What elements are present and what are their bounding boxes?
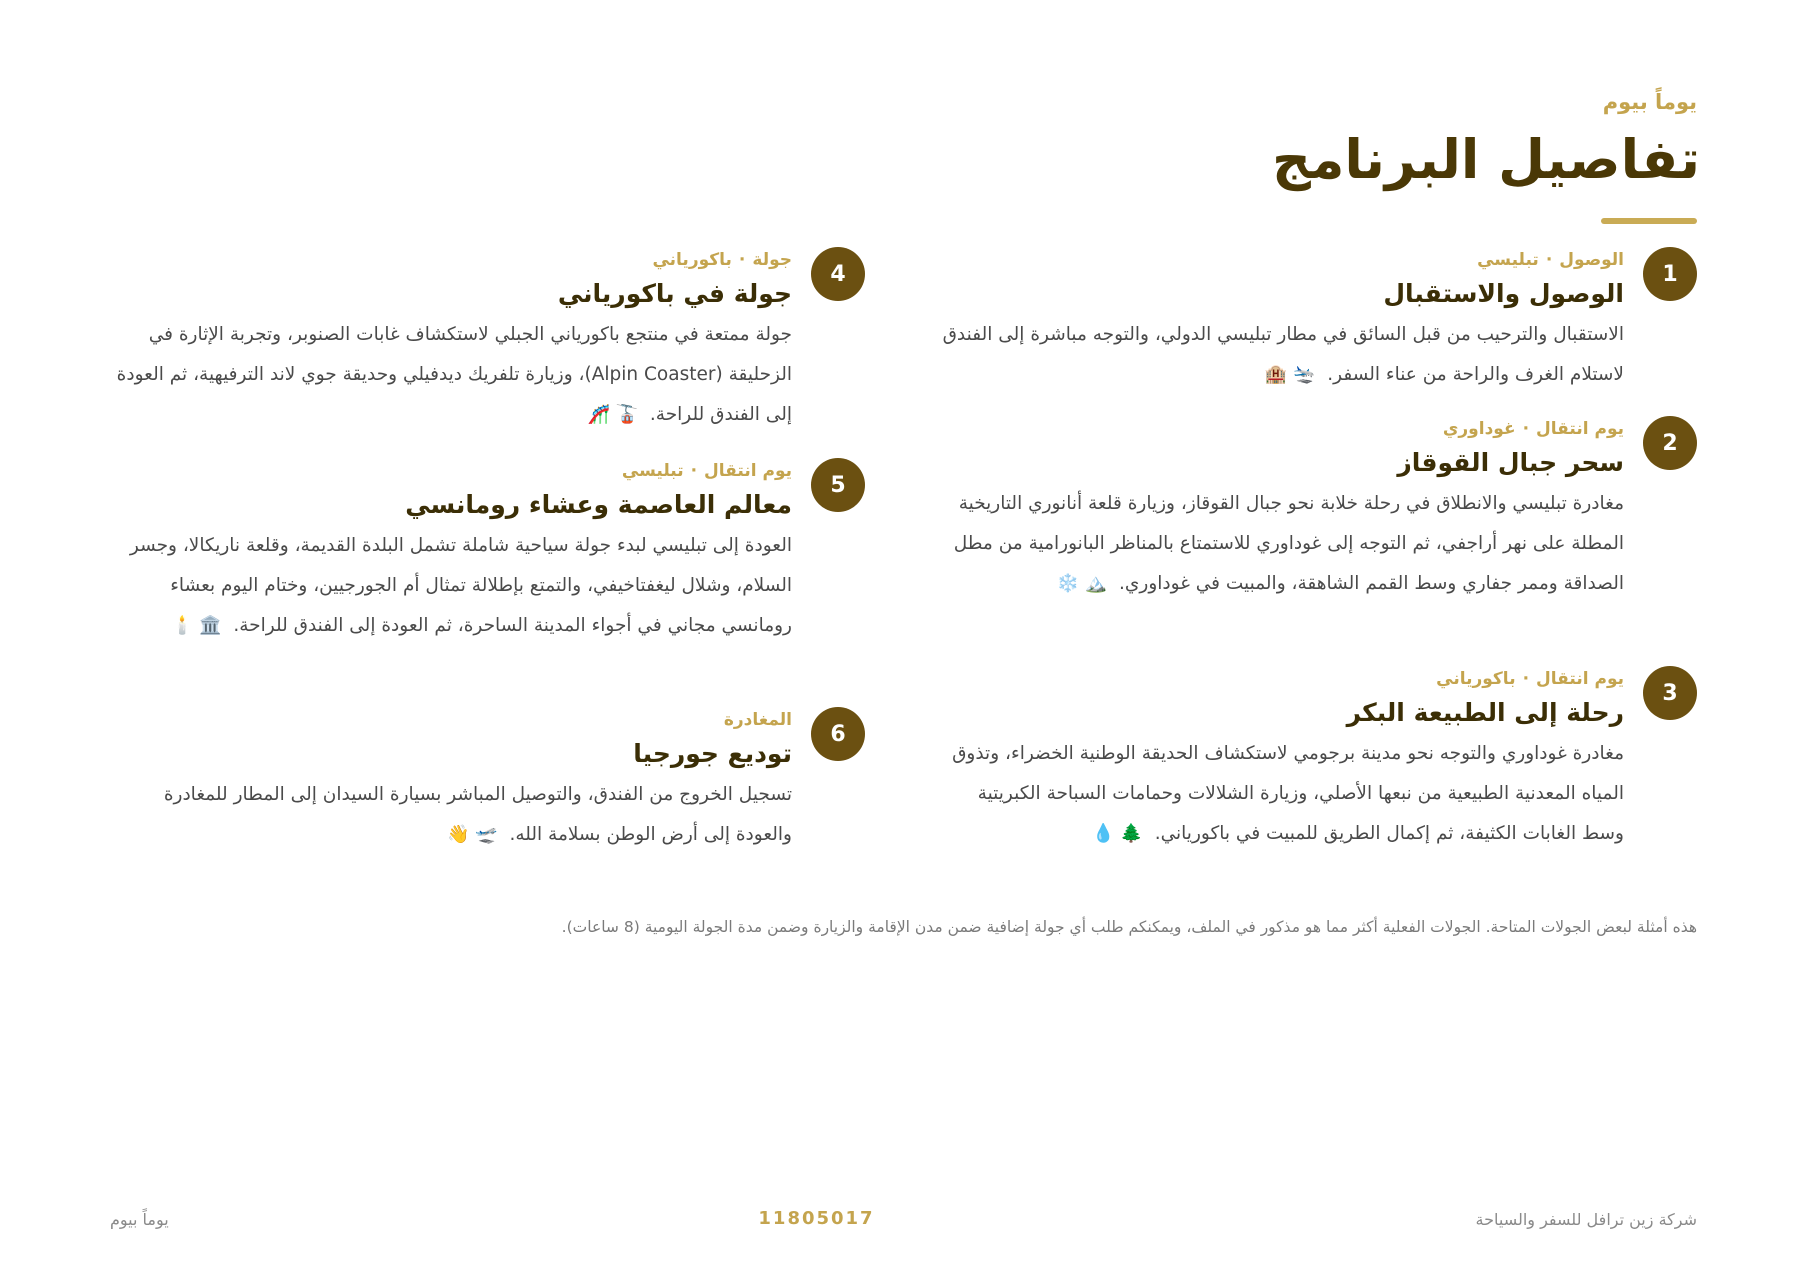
title-underline — [1601, 218, 1697, 224]
day-type: جولة — [752, 250, 792, 270]
day-description-text: تسجيل الخروج من الفندق، والتوصيل المباشر بسيارة السيدان إلى المطار للمغادرة والعودة إلى أرض الوطن بسلامة الله. — [163, 784, 792, 845]
section-eyebrow: يوماً بيوم — [1602, 90, 1697, 114]
day-description — [934, 484, 1624, 604]
day-place: تبليسي — [1477, 250, 1539, 270]
day-description — [102, 526, 792, 646]
day-type: المغادرة — [723, 710, 792, 730]
day-place: تبليسي — [621, 461, 684, 481]
day-description-text: الاستقبال والترحيب من قبل السائق في مطار تبليسي الدولي، والتوجه مباشرة إلى الفندق لاستلام الغرف والراحة من عناء السفر. — [942, 324, 1624, 385]
day-title: سحر جبال القوقاز — [1397, 448, 1624, 477]
day-place: غوداوري — [1442, 419, 1516, 439]
day-title: معالم العاصمة وعشاء رومانسي — [405, 490, 792, 519]
day-emoji-icons: 🚡 🎢 — [587, 404, 639, 425]
footer-company: شركة زين ترافل للسفر والسياحة — [1475, 1210, 1697, 1229]
day-number-badge: 6 — [811, 707, 865, 761]
day-type: يوم انتقال — [1536, 669, 1624, 689]
meta-separator: · — [1522, 419, 1530, 439]
day-number-badge: 4 — [811, 247, 865, 301]
day-title: رحلة إلى الطبيعة البكر — [1346, 698, 1624, 727]
day-meta — [102, 249, 792, 271]
day-emoji-icons: 🌲 💧 — [1092, 823, 1143, 844]
day-meta — [102, 709, 792, 731]
page-title: تفاصيل البرنامج — [1272, 128, 1700, 191]
meta-separator: · — [1545, 250, 1553, 270]
day-number-badge: 3 — [1643, 666, 1697, 720]
day-meta — [102, 460, 792, 482]
day-number-badge: 2 — [1643, 416, 1697, 470]
day-emoji-icons: 🛫 👋 — [447, 824, 498, 845]
day-number-badge: 5 — [811, 458, 865, 512]
meta-separator: · — [690, 461, 698, 481]
day-place: باكورياني — [652, 250, 732, 270]
day-emoji-icons: 🏛️ 🕯️ — [170, 615, 222, 636]
day-description-text: مغادرة غوداوري والتوجه نحو مدينة برجومي لاستكشاف الحديقة الوطنية الخضراء، وتذوق المياه المعدنية الطبيعية من نبعها الأصلي، وزيارة الشلالات وحمامات السباحة الكبريتية وسط الغابات الكثيفة، ثم إكمال الطريق للمبيت في باكورياني. — [952, 743, 1624, 844]
tours-note: هذه أمثلة لبعض الجولات المتاحة. الجولات الفعلية أكثر مما هو مذكور في الملف، ويمكنكم طلب أي جولة إضافية ضمن مدن الإقامة والزيارة وضمن مدة الجولة اليومية (8 ساعات). — [561, 918, 1697, 936]
day-emoji-icons: 🏔️ ❄️ — [1056, 573, 1108, 594]
day-description-text: مغادرة تبليسي والانطلاق في رحلة خلابة نحو جبال القوقاز، وزيارة قلعة أنانوري التاريخية المطلة على نهر أراجفي، ثم التوجه إلى غوداوري للاستمتاع بالمناظر البانورامية من مطل الصداقة وممر جفاري وسط القمم الشاهقة، والمبيت في غوداوري. — [953, 493, 1624, 594]
day-number-badge: 1 — [1643, 247, 1697, 301]
meta-separator: · — [738, 250, 746, 270]
day-title: الوصول والاستقبال — [1383, 279, 1624, 308]
footer-code: 11805017 — [758, 1208, 875, 1229]
day-description — [102, 315, 792, 435]
footer-section: يوماً بيوم — [110, 1210, 169, 1229]
day-type: يوم انتقال — [704, 461, 792, 481]
day-place: باكورياني — [1436, 669, 1516, 689]
meta-separator: · — [1522, 669, 1530, 689]
day-title: توديع جورجيا — [633, 739, 792, 768]
day-emoji-icons: 🛬 🏨 — [1264, 364, 1316, 385]
day-description-text: العودة إلى تبليسي لبدء جولة سياحية شاملة تشمل البلدة القديمة، وقلعة ناريكالا، وجسر السلام، وشلال ليغفتاخيفي، والتمتع بإطلالة تمثال أم الجورجيين، وختام اليوم بعشاء رومانسي مجاني في أجواء المدينة الساحرة، ثم العودة إلى الفندق للراحة. — [129, 535, 792, 636]
day-description — [102, 775, 792, 855]
day-description — [934, 315, 1624, 395]
day-meta — [934, 418, 1624, 440]
day-type: يوم انتقال — [1536, 419, 1624, 439]
day-description — [934, 734, 1624, 854]
day-description-text: جولة ممتعة في منتجع باكورياني الجبلي لاستكشاف غابات الصنوبر، وتجربة الإثارة في الزحليقة (Alpin Coaster)، وزيارة تلفريك ديدفيلي وحديقة جوي لاند الترفيهية، ثم العودة إلى الفندق للراحة. — [116, 324, 792, 425]
day-title: جولة في باكورياني — [557, 279, 792, 308]
day-meta — [934, 668, 1624, 690]
day-type: الوصول — [1559, 250, 1624, 270]
day-meta — [934, 249, 1624, 271]
